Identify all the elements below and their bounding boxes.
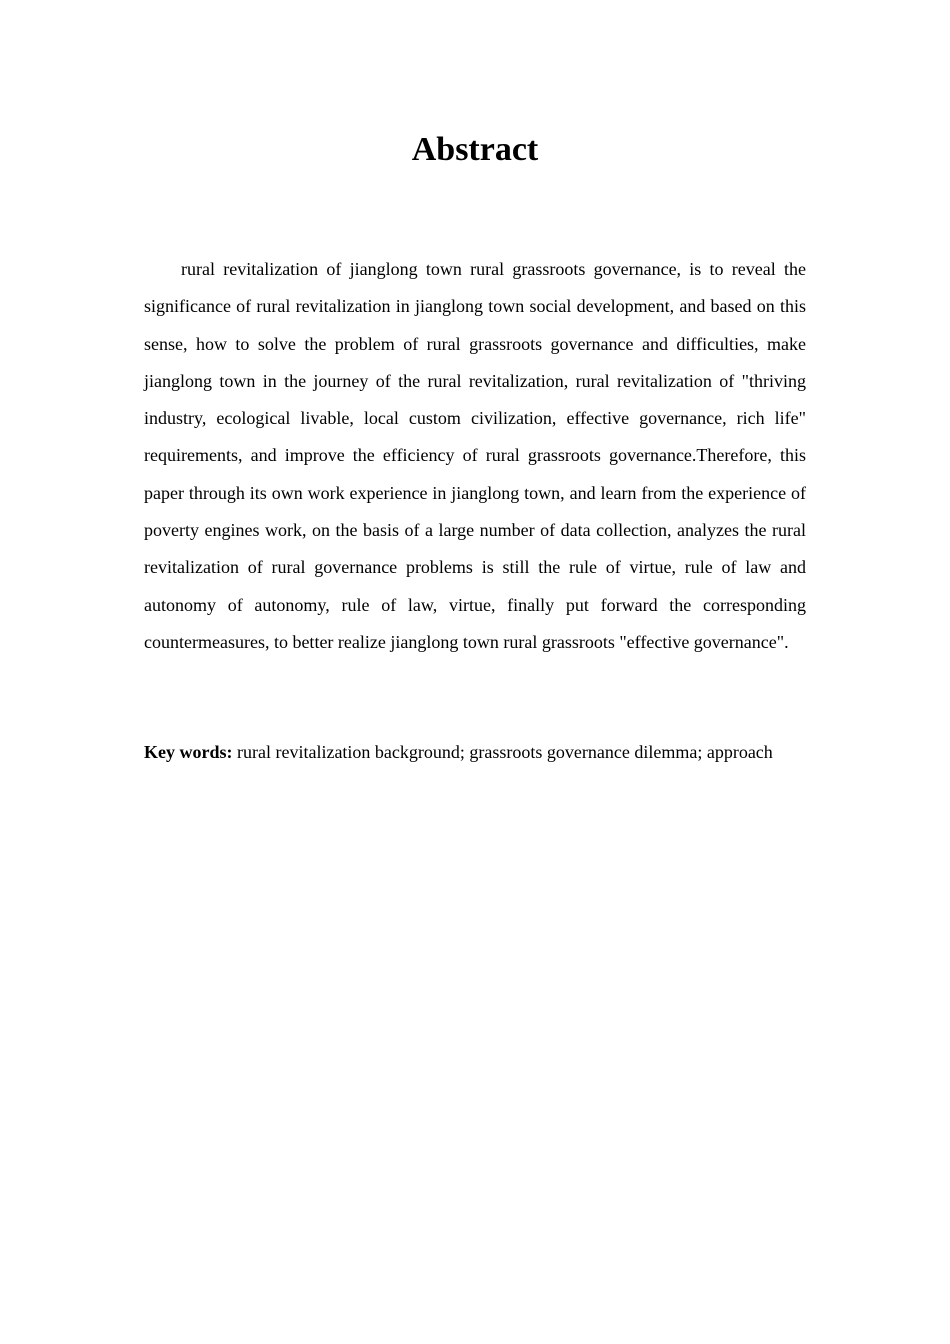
page-title: Abstract: [411, 131, 539, 168]
keywords-label: Key words:: [144, 742, 233, 762]
keywords-line: [144, 734, 806, 771]
abstract-paragraph: rural revitalization of jianglong town rural grassroots governance, is to reveal the significance of rural revitalization in jianglong town social development, and based on this sense, how to solve the problem of rural grassroots governance and difficulties, make jianglong town in the journey of the rural revitalization, rural revitalization of "thriving industry, ecological livable, local custom civilization, effective governance, rich life" requirements, and improve the efficiency of rural grassroots governance.Therefore, this paper through its own work experience in jianglong town, and learn from the experience of poverty engines work, on the basis of a large number of data collection, analyzes the rural revitalization of rural governance problems is still the rule of virtue, rule of law and autonomy of autonomy, rule of law, virtue, finally put forward the corresponding countermeasures, to better realize jianglong town rural grassroots "effective governance".: [144, 259, 806, 652]
keywords-text: rural revitalization background; grassroots governance dilemma; approach: [237, 742, 773, 762]
